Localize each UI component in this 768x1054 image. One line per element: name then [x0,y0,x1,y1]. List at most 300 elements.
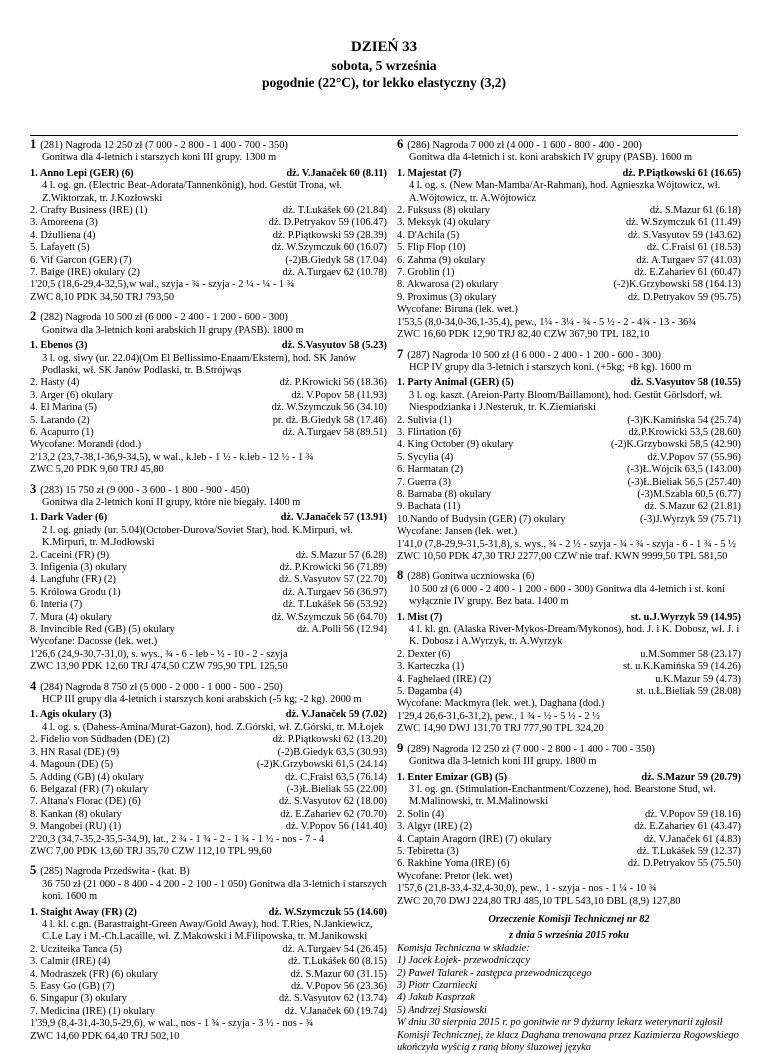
withdrawn-note: Wycofane: Morandi (dod.) [30,439,142,451]
jockey-info: dż. A.Turgaev 62 (10.78) [282,267,387,279]
result-row [30,772,387,784]
day-title: DZIEŃ 33 [350,39,418,55]
jockey-info: dż. P.Krowicki 56 (71.89) [279,562,387,573]
race-number: 8 [397,568,404,583]
result-row [397,464,741,476]
places-list [397,649,741,699]
race-header [30,864,387,878]
race-block [397,569,741,735]
jockey-info: u.M.Sommer 58 (23.17) [640,648,741,660]
race-summary: 1'29,4 26,6-31,6-31,2), pew., 1 ¾ - ½ - 5 ½ - 2 ½ [397,710,600,722]
horse-name: 5. Lafayett (5) [30,242,90,254]
jockey-info: dż. S.Vasyutov 59 (143.62) [627,229,741,241]
result-row [397,649,741,661]
header-divider [30,135,738,136]
jockey-info: dż. S.Vasyutov 62 (13.74) [279,993,387,1005]
result-row [30,242,387,254]
horse-name: 4. D'Achila (5) [397,229,460,241]
jockey-info: dż. S.Vasyutov 57 (22.70) [279,574,387,586]
jockey-info: dż. E.Zahariev 61 (60.47) [634,267,741,279]
winner-pedigree: 4 l. og. s. (New Man-Mamba/Ar-Rahman), hod. Agnieszka Wójtowicz, wł. A.Wójtowicz, tr. A.Wójtowicz [409,180,721,204]
winner-row [30,168,387,180]
jockey-info: dż. V.Popov 58 (11.93) [291,389,387,401]
withdrawn-note: Wycofane: Dacosse (lek. wet.) [30,636,158,648]
jockey-info: dż. W.Szymczuk 60 (16.07) [271,242,387,254]
result-row [30,230,387,242]
horse-name: 2. Fuksuss (8) okulary [397,205,490,217]
jockey-info: dż. E.Zahariev 62 (70.70) [280,808,387,820]
race-number: 2 [30,309,37,324]
places-list [30,944,387,1018]
race-description: 10 500 zł (6 000 - 2 400 - 1 200 - 600 - 300) Gonitwa dla 4-letnich i st. koni wyłącznie IV grupy. Bez bata. 1400 m [409,583,726,608]
winner-row [30,340,387,352]
jockey-info: (-2)B.Giedyk 63,5 (30.93) [277,746,387,758]
horse-name: 5. Easy Go (GB) (7) [30,981,115,992]
race-description: Gonitwa dla 2-letnich koni II grupy, które nie biegały. 1400 m [42,496,301,508]
race-summary: 1'20,5 (18,6-29,4-32,5),w wal., szyja - ¾ - szyja - 2 ¼ - ¼ - 1 ¾ [30,279,295,291]
horse-name: 2. Fidelio von Südbaden (DE) (2) [30,734,170,746]
ordinance-date: z dnia 5 września 2015 roku [509,930,629,942]
result-row [30,550,387,562]
result-row [397,230,741,242]
result-row [397,661,741,673]
result-row [397,279,741,291]
race-summary: ZWC 5,20 PDK 9,60 TRJ 45,80 [30,464,164,476]
jockey-info: dż. W.Szymczuk 61 (11.49) [625,217,741,229]
horse-name: 7. Baige (IRE) okulary (2) [30,267,140,279]
winner-row [30,709,387,721]
result-row [397,686,741,698]
jockey-info: dż. S.Mazur 59 (20.79) [641,771,741,783]
horse-name: 9. Bachata (11) [397,501,461,513]
ordinance-title: Orzeczenie Komisji Technicznej nr 82 [488,913,650,925]
horse-name: 2. Sulivia (1) [397,414,452,426]
result-row [30,267,387,279]
result-row [30,993,387,1005]
horse-name: 5. Dagamba (4) [397,686,462,698]
winner-pedigree: 2 l. og. gniady (ur. 5.04)(October-Durova/Soviet Star), hod. K.Mirpuri, wł. K.Mirpuri, tr. M.Jodłowski [42,524,353,549]
result-row [30,562,387,574]
result-row [30,402,387,414]
result-row [30,956,387,968]
result-row [397,255,741,267]
places-list [30,205,387,279]
race-header [397,742,741,756]
result-row [397,514,741,526]
horse-name: 3. Flirtation (6) [397,426,461,438]
race-title: (288) Gonitwa uczniowska (6) [407,571,535,583]
winner-pedigree: 4 l. og. s. (Dahess-Amina/Murat-Gazon), hod. Z.Górski, wł. Z.Górski, tr. M.Łojek [42,721,384,733]
result-row [30,809,387,821]
result-row [397,292,741,304]
horse-name: 3. HN Rasal (DE) (9) [30,746,120,758]
result-row [30,574,387,586]
jockey-info: dż. W.Szymczuk 55 (14.60) [268,906,387,918]
horse-name: 2. Hasty (4) [30,377,80,389]
race-summary: 1'53,5 (8,0-34,0-36,1-35,4), pew., 1¼ - 3¼ - ¾ - 5 ½ - 2 - 4¾ - 13 - 36¾ [397,316,697,328]
jockey-info: dż. V.Popov 56 (141.40) [285,821,387,833]
jockey-info: dż. S.Mazur 62 (21.81) [644,501,741,513]
race-number: 5 [30,863,37,878]
race-description: HCP III grupy dla 4-letnich i starszych koni arabskich (-5 kg; -2 kg). 2000 m [42,694,362,706]
race-summary: ZWC 14,90 DWJ 131,70 TRJ 777,90 TPL 324,20 [397,723,604,735]
race-description: Gonitwa dla 4-letnich i st. koni arabskich IV grupy (PASB). 1600 m [409,152,693,164]
race-summary: 1'26,6 (24,9-30,7-31,0), s. wys., ¾ - 6 - leb - ½ - 10 - 2 - szyja [30,648,288,660]
horse-name: 5. Flip Flop (10) [397,242,466,254]
withdrawn-note: Wycofane: Mackmyra (lek. wet.), Daghana (dod.) [397,698,605,710]
ordinance-line: 4) Jakub Kasprzak [397,992,475,1004]
result-row [397,267,741,279]
jockey-info: (-3)M.Szabla 60,5 (6.77) [637,488,741,500]
jockey-info: dż. C.Fraisl 63,5 (76.14) [285,771,387,783]
result-row [30,415,387,427]
jockey-info: dż. P.Piątkowski 61 (16.65) [622,167,741,179]
horse-name: 1. Staight Away (FR) (2) [30,906,137,918]
race-header [30,680,387,694]
horse-name: 5. Adding (GB) (4) okulary [30,771,144,783]
result-row [397,415,741,427]
horse-name: 3. Algyr (IRE) (2) [397,821,473,833]
jockey-info: dż. A.Turgaev 57 (41.03) [636,254,741,266]
horse-name: 5. Królowa Grodu (1) [30,586,121,598]
race-number: 6 [397,137,404,151]
ordinance-line: 1) Jacek Łojek- przewodniczący [397,955,531,967]
result-row [397,809,741,821]
result-row [30,427,387,439]
horse-name: 1. Dark Vader (6) [30,512,108,524]
jockey-info: dż. E.Zahariev 61 (43.47) [634,821,741,833]
jockey-info: (-3)Ł.Bieliak 55 (22.00) [286,783,387,795]
jockey-info: dż. P.Piątkowski 59 (28.39) [272,229,387,241]
horse-name: 8. Kankan (8) okulary [30,808,122,820]
ordinance-line: 2) Paweł Talarek - zastępca przewodniczącego [397,967,592,979]
winner-row [397,168,741,180]
results-list [397,377,741,389]
jockey-info: dż.P.Krowicki 53,5 (28.60) [628,426,741,438]
jockey-info: dż. D.Petryakov 59 (106.47) [268,217,387,229]
jockey-info: dż. V.Janaček 60 (19.74) [284,1005,387,1017]
race-summary: ZWC 14,60 PDK 64,40 TRJ 502,10 [30,1030,180,1042]
withdrawn-note: Wycofane: Pretor (lek. wet) [397,870,513,882]
jockey-info: dż. V.Popov 59 (18.16) [644,808,741,820]
race-summary: 2'13,2 (23,7-38,1-36,9-34,5), w wal., k.leb - 1 ½ - k.leb - 12 ½ - 1 ¾ [30,451,314,463]
horse-name: 5. Tebiretta (3) [397,845,459,857]
race-description: 36 750 zł (21 000 - 8 400 - 4 200 - 2 100 - 1 050) Gonitwa dla 3-letnich i starszych koni. 1600 m [42,878,387,903]
jockey-info: (-2)K.Grzybowski 58,5 (42.90) [610,439,741,451]
jockey-info: st. u.K.Kamińska 59 (14.26) [622,661,741,673]
race-block [30,138,387,304]
horse-name: 7. Guerra (3) [397,476,451,488]
result-row [30,377,387,389]
winner-pedigree: 4 l. kl. c.gn. (Barastraight-Green Away/Gold Away), hod. T.Ries, N.Jankiewicz, C.Le Lay i M.-Ch.Lacaille, wł. Z.Makowski i M.Filipowska, tr. M.Janikowski [42,918,373,943]
results-list [30,709,387,721]
horse-name: 6. Rakhine Yoma (IRE) (6) [397,858,510,870]
horse-name: 3. Arger (6) okulary [30,389,113,401]
result-row [397,501,741,513]
left-column [30,138,387,1049]
horse-name: 6. Interia (7) [30,599,83,611]
jockey-info: dż. A.Turgaev 56 (36.97) [282,586,387,598]
horse-name: 9. Mangobei (RU) (1) [30,821,122,833]
horse-name: 8. Akwarosa (2) okulary [397,279,498,291]
jockey-info: dż. S.Mazur 57 (6.28) [295,549,387,561]
withdrawn-note: Wycofane: Biruna (lek. wet.) [397,304,518,316]
date-line: sobota, 5 września [331,58,437,73]
result-row [30,759,387,771]
result-row [30,944,387,956]
jockey-info: dż. T.Lukášek 59 (12.37) [636,845,741,857]
jockey-info: dż. T.Lukášek 60 (21.84) [282,205,387,217]
result-row [30,747,387,759]
horse-name: 1. Agis okulary (3) [30,709,112,721]
horse-name: 2. Ucziteika Tanca (5) [30,943,122,955]
race-number: 1 [30,137,37,151]
result-row [397,217,741,229]
horse-name: 7. Medicina (IRE) (1) okulary [30,1005,155,1017]
race-number: 9 [397,740,404,755]
result-row [30,981,387,993]
race-summary: ZWC 8,10 PDK 34,50 TRJ 793,50 [30,291,175,303]
race-summary: ZWC 13,90 PDK 12,60 TRJ 474,50 CZW 795,90 TPL 125,50 [30,661,288,673]
results-list [30,340,387,352]
result-row [30,587,387,599]
winner-row [30,512,387,524]
jockey-info: dż. W.Szymczuk 56 (34.10) [271,402,387,414]
horse-name: 2. Dexter (6) [397,648,451,660]
jockey-info: dż. S.Mazur 61 (6.18) [649,205,741,217]
race-description: Gonitwa dla 3-letnich koni arabskich II grupy (PASB). 1800 m [42,324,304,336]
jockey-info: dż. V.Janaček 59 (7.02) [285,709,387,721]
places-list [397,205,741,304]
winner-pedigree: 4 l. kl. gn. (Alaska River-Mykos-Dream/Mykonos), hod. J. i K. Dobosz, wł. J. i K. Dobosz i A.Wyrzyk, tr. A.Wyrzyk [409,624,740,648]
race-summary: 1'41,0 (7,8-29,9-31,5-31,8), s. wys., ¾ - 2 ½ - szyja - ¾ - ¾ - szyja - 6 - 1 ¾ - 5 ½ [397,538,736,550]
jockey-info: (-3)J.Wyrzyk 59 (75.71) [640,513,741,525]
race-summary: ZWC 10,50 PDK 47,30 TRJ 2277,00 CZW nie traf. KWN 9999,50 TPL 581,50 [397,551,728,562]
race-title: (289) Nagroda 12 250 zł (7 000 - 2 800 - 1 400 - 700 - 350) [407,743,655,755]
result-row [397,242,741,254]
ordinance-line: Komisja Techniczna w składzie: [397,942,530,954]
results-list [30,512,387,524]
horse-name: 6. Singapur (3) okulary [30,993,127,1005]
jockey-info: (-2)K.Grzybowski 61,5 (24.14) [256,759,387,771]
jockey-info: dż.V.Popov 57 (55.96) [647,451,741,463]
result-row [30,821,387,833]
horse-name: 6. Harmatan (2) [397,464,464,476]
results-list [30,907,387,919]
result-row [397,477,741,489]
results-list [30,168,387,180]
result-row [397,439,741,451]
horse-name: 7. Mura (4) okulary [30,611,112,623]
race-header [30,138,387,152]
jockey-info: dż. V.Popov 56 (23.36) [290,981,387,992]
ordinance-line: 3) Piotr Czarniecki [397,980,478,991]
horse-name: 3. Amoreena (3) [30,217,98,229]
race-title: (281) Nagroda 12 250 zł (7 000 - 2 800 - 1 400 - 700 - 350) [40,140,288,151]
race-header [397,138,741,152]
result-row [30,784,387,796]
jockey-info: dż. S.Vasyutov 62 (18.00) [279,796,387,808]
jockey-info: u.K.Mazur 59 (4.73) [655,673,741,685]
jockey-info: dż. P.Piątkowski 62 (13.20) [272,734,387,746]
result-row [30,969,387,981]
race-block [30,483,387,674]
horse-name: 8. Barnaba (8) okulary [397,488,492,500]
horse-name: 4. Captain Aragorn (IRE) (7) okulary [397,833,552,845]
horse-name: 5. Larando (2) [30,414,90,426]
horse-name: 1. Majestat (7) [397,167,462,179]
race-number: 4 [30,678,37,693]
race-description: Gonitwa dla 4-letnich i starszych koni III grupy. 1300 m [42,152,277,164]
horse-name: 3. Calmir (IRE) (4) [30,956,111,968]
race-block [30,864,387,1043]
race-block [397,348,741,564]
places-list [30,734,387,833]
race-title: (286) Nagroda 7 000 zł (4 000 - 1 600 - 800 - 400 - 200) [407,140,642,151]
horse-name: 6. Acapurro (1) [30,426,94,438]
race-header [30,483,387,497]
jockey-info: st. u.J.Wyrzyk 59 (14.95) [630,611,741,623]
race-summary: ZWC 16,60 PDK 12,90 TRJ 82,40 CZW 367,90 TPL 182,10 [397,329,650,341]
race-block [30,310,387,476]
jockey-info: dż. V.Janaček 61 (4.83) [643,833,741,845]
horse-name: 7. Altana's Florac (DE) (6) [30,796,141,808]
horse-name: 3. Karteczka (1) [397,661,465,673]
jockey-info: dż. A.Polli 56 (12.94) [296,624,387,636]
race-block [397,138,741,342]
jockey-info: dż. S.Mazur 60 (31.15) [290,968,387,980]
result-row [30,205,387,217]
winner-row [397,612,741,624]
jockey-info: dż. V.Janaček 60 (8.11) [286,167,387,179]
jockey-info: dż. A.Turgaev 54 (26.45) [282,943,387,955]
horse-name: 4. Magoun (DE) (5) [30,759,114,771]
jockey-info: dż. P.Krowicki 56 (18.36) [279,377,387,389]
winner-pedigree: 3 l. og. gn. (Stimulation-Enchantment/Cozzene), hod. Bearstone Stud, wł. M.Malinowski, tr. M.Malinowski [409,783,716,808]
horse-name: 1. Enter Emizar (GB) (5) [397,771,508,783]
race-header [397,348,741,362]
race-title: (282) Nagroda 10 500 zł (6 000 - 2 400 - 1 200 - 600 - 300) [40,312,288,324]
horse-name: 1. Party Animal (GER) (5) [397,377,514,389]
places-list [30,550,387,637]
weather-line: pogodnie (22°C), tor lekko elastyczny (3,2) [261,75,506,90]
results-list [397,772,741,784]
horse-name: 4. Faghelaed (IRE) (2) [397,673,492,685]
winner-pedigree: 4 l. og. gn. (Electric Beat-Adorata/Tannenkönig), hod. Gestüt Trona, wł. Z.Wiktorzak, tr. J.Kozłowski [42,180,342,204]
horse-name: 10.Nando of Budysin (GER) (7) okulary [397,513,566,525]
jockey-info: (-2)K.Grzybowski 58 (164.13) [613,279,741,291]
jockey-info: (-3)Ł.Wójcik 63,5 (143.00) [627,464,741,476]
places-list [30,377,387,439]
result-row [397,674,741,686]
jockey-info: dż. V.Janaček 57 (13.91) [280,512,387,524]
result-row [30,390,387,402]
result-row [30,1006,387,1018]
race-summary: ZWC 7,00 PDK 13,60 TRJ 35,70 CZW 112,10 TPL 99,60 [30,845,272,857]
horse-name: 5. Sycylia (4) [397,451,454,463]
jockey-info: dż. D.Petryakov 55 (75.50) [627,858,741,870]
race-header [30,310,387,324]
result-row [30,599,387,611]
result-row [397,205,741,217]
horse-name: 3. Infigenia (3) okulary [30,562,127,573]
horse-name: 2. Crafty Business (IRE) (1) [30,205,148,217]
jockey-info: dż. S.Vasyutov 58 (5.23) [281,340,387,352]
race-title: (285) Nagroda Przedświta - (kat. B) [40,866,190,878]
race-description: Gonitwa dla 3-letnich koni III grupy. 1800 m [409,756,597,768]
result-row [397,452,741,464]
horse-name: 2. Caceini (FR) (9) [30,549,110,561]
ordinance-line: W dniu 30 sierpnia 2015 r. po gonitwie nr 9 dyżurny lekarz weterynarii zgłosił Komisji Technicznej, że klacz Daghana trenowana przez Kazimierza Rogowskiego ukończyła wyścig z raną błony śluzowej języka [397,1017,739,1054]
result-row [30,796,387,808]
result-row [397,489,741,501]
result-row [30,612,387,624]
jockey-info: dż. A.Turgaev 58 (89.51) [282,426,387,438]
result-row [30,734,387,746]
horse-name: 4. Dżulliena (4) [30,229,96,241]
horse-name: 4. King October (9) okulary [397,439,514,451]
result-row [397,846,741,858]
winner-row [397,377,741,389]
results-list [397,612,741,624]
horse-name: 4. Modraszek (FR) (6) okulary [30,968,158,980]
horse-name: 4. Langfuhr (FR) (2) [30,574,116,586]
race-summary: 1'57,6 (21,8-33,4-32,4-30,0), pew., 1 - szyja - nos - 1 ¼ - 10 ¾ [397,883,657,895]
race-number: 3 [30,481,37,496]
race-summary: 2'20,3 (34,7-35,2-35,5-34,9), łat., 2 ¾ - 1 ¾ - 2 - 1 ¾ - 1 ½ - nos - 7 - 4 [30,833,325,845]
jockey-info: st. u.Ł.Bieliak 59 (28.08) [636,686,741,698]
jockey-info: pr. dż. B.Giedyk 58 (17.46) [272,414,387,426]
horse-name: 3. Meksyk (4) okulary [397,217,490,229]
jockey-info: dż. T.Lukášek 56 (53.92) [282,599,387,611]
ordinance-line: 5) Andrzej Stasiowski [397,1004,487,1016]
places-list [397,809,741,871]
jockey-info: dż. W.Szymczuk 56 (64.70) [271,611,387,623]
right-column [397,138,741,1054]
winner-pedigree: 3 l. og. kaszt. (Areion-Party Bloom/Baillamont), hod. Gestüt Görlsdorf, wł. Niespodzianka i J.Nesteruk, tr. K.Ziemiański [409,389,723,414]
horse-name: 7. Groblin (1) [397,267,455,279]
winner-row [30,907,387,919]
horse-name: 8. Invincible Red (GB) (5) okulary [30,624,175,636]
horse-name: 6. Belgazal (FR) (7) okulary [30,783,149,795]
results-list [397,168,741,180]
jockey-info: dż. T.Lukášek 60 (8.15) [288,956,387,968]
race-title: (284) Nagroda 8 750 zł (5 000 - 2 000 - 1 000 - 500 - 250) [40,681,283,693]
jockey-info: (-3)Ł.Bieliak 56,5 (257.40) [627,476,741,488]
race-number: 7 [397,346,404,361]
places-list [397,415,741,527]
result-row [30,217,387,229]
race-header [397,569,741,583]
withdrawn-note: Wycofane: Jansen (lek. wet.) [397,526,518,538]
race-title: (287) Nagroda 10 500 zł (I 6 000 - 2 400 - 1 200 - 600 - 300) [407,349,661,361]
result-row [397,858,741,870]
jockey-info: dż. C.Fraisl 61 (18.53) [646,242,741,254]
result-row [30,624,387,636]
horse-name: 1. Ebenos (3) [30,340,88,352]
race-summary: 1'39,9 (8,4-31,4-30,5-29,6), w wal., nos - 1 ¾ - szyja - 3 ½ - nos - ¾ [30,1018,314,1030]
horse-name: 2. Solin (4) [397,808,445,820]
race-summary: ZWC 20,70 DWJ 224,80 TRJ 485,10 TPL 543,10 DBL (8,9) 127,80 [397,895,681,907]
result-row [397,427,741,439]
horse-name: 1. Mist (7) [397,611,443,623]
race-title: (283) 15 750 zł (9 000 - 3 600 - 1 800 - 900 - 450) [40,484,250,496]
result-row [397,834,741,846]
result-row [30,255,387,267]
horse-name: 6. Zahma (9) okulary [397,254,486,266]
race-description: HCP IV grupy dla 3-letnich i starszych koni. (+5kg; +8 kg). 1600 m [409,361,692,373]
jockey-info: (-3)K.Kamińska 54 (25.74) [627,414,741,426]
